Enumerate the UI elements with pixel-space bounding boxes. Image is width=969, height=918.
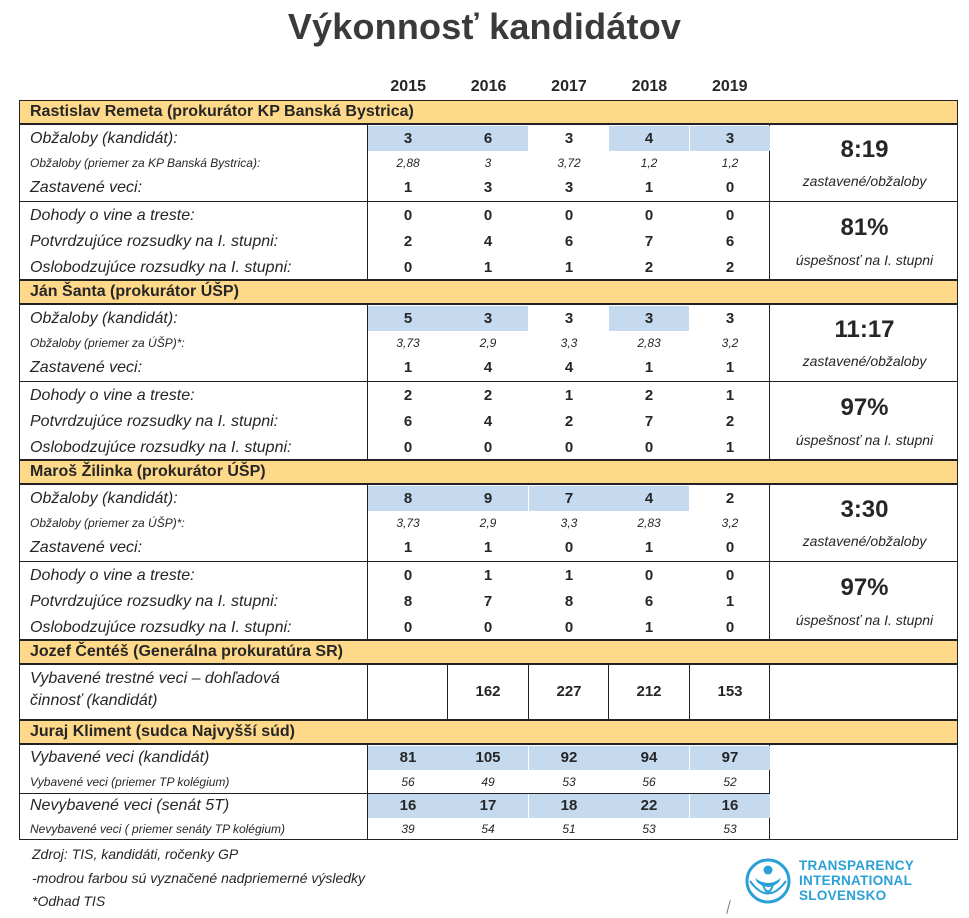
summary-label: zastavené/obžaloby xyxy=(802,533,927,549)
value-cell: 0 xyxy=(644,567,654,584)
value-cell: 18 xyxy=(529,794,609,818)
data-block xyxy=(19,484,958,562)
value-cell: 4 xyxy=(564,359,574,376)
value-cell: 162 xyxy=(475,683,501,700)
value-cell: 3,73 xyxy=(396,336,420,350)
summary-label: úspešnosť na I. stupni xyxy=(795,432,934,448)
value-cell: 1 xyxy=(483,539,493,556)
page-title: Výkonnosť kandidátov xyxy=(287,6,682,47)
value-cell: 3,2 xyxy=(721,516,739,530)
value-cell: 2 xyxy=(644,387,654,404)
value-cell: 2,83 xyxy=(637,336,661,350)
value-cell: 0 xyxy=(403,567,413,584)
value-cell: 6 xyxy=(644,593,654,610)
row-label: Obžaloby (priemer za KP Banská Bystrica): xyxy=(30,156,261,170)
value-cell: 5 xyxy=(368,306,448,331)
value-cell: 0 xyxy=(564,539,574,556)
value-cell: 7 xyxy=(529,486,609,511)
value-cell: 2,9 xyxy=(479,516,497,530)
value-cell: 0 xyxy=(403,619,413,636)
row-divider xyxy=(20,793,769,794)
value-cell: 1 xyxy=(725,387,735,404)
logo-line2: INTERNATIONAL xyxy=(799,873,913,888)
value-cell: 3 xyxy=(484,156,492,170)
value-cell: 7 xyxy=(644,233,654,250)
footnote-estimate: *Odhad TIS xyxy=(32,893,106,909)
value-cell: 6 xyxy=(403,413,413,430)
value-cell: 3,73 xyxy=(396,516,420,530)
value-cell: 16 xyxy=(368,794,448,818)
value-cell: 1 xyxy=(644,359,654,376)
year-header: 2016 xyxy=(470,78,507,95)
value-cell: 1 xyxy=(564,259,574,276)
year-header: 2019 xyxy=(711,78,748,95)
row-label: Nevybavené veci (senát 5T) xyxy=(30,797,230,814)
value-cell: 0 xyxy=(644,439,654,456)
value-cell: 56 xyxy=(401,775,415,789)
value-cell: 1 xyxy=(644,539,654,556)
value-cell: 3 xyxy=(564,130,574,147)
logo-line3: SLOVENSKO xyxy=(799,888,887,903)
summary-value: 11:17 xyxy=(834,316,895,343)
value-cell: 3 xyxy=(725,310,735,327)
value-cell: 1 xyxy=(403,359,413,376)
value-cell: 1 xyxy=(725,593,735,610)
value-cell: 16 xyxy=(690,794,770,818)
value-cell: 3 xyxy=(609,306,689,331)
value-cell: 2 xyxy=(725,413,735,430)
value-cell: 6 xyxy=(564,233,574,250)
row-label: Dohody o vine a treste: xyxy=(30,567,195,584)
value-cell: 0 xyxy=(725,619,735,636)
value-cell: 2 xyxy=(483,387,493,404)
value-cell: 4 xyxy=(483,359,493,376)
value-cell: 54 xyxy=(481,822,495,836)
column-divider xyxy=(528,665,529,719)
value-cell: 1 xyxy=(564,387,574,404)
value-cell: 1 xyxy=(644,179,654,196)
row-label: Vybavené veci (kandidát) xyxy=(30,749,210,766)
data-block xyxy=(19,744,958,840)
value-cell: 3 xyxy=(368,126,448,151)
value-cell: 227 xyxy=(556,683,582,700)
row-label: Obžaloby (kandidát): xyxy=(30,490,178,507)
candidate-header: Juraj Kliment (sudca Najvyšší súd) xyxy=(19,720,958,744)
value-cell: 0 xyxy=(483,619,493,636)
value-cell: 2 xyxy=(564,413,574,430)
row-label: Dohody o vine a treste: xyxy=(30,387,195,404)
value-cell: 51 xyxy=(562,822,576,836)
value-cell: 0 xyxy=(403,439,413,456)
value-cell: 9 xyxy=(448,486,528,511)
value-cell: 8 xyxy=(403,593,413,610)
value-cell: 3 xyxy=(448,306,528,331)
year-header: 2018 xyxy=(631,78,668,95)
row-label: Obžaloby (kandidát): xyxy=(30,310,178,327)
value-cell: 49 xyxy=(481,775,495,789)
footnote-source: Zdroj: TIS, kandidáti, ročenky GP xyxy=(32,846,239,862)
value-cell: 4 xyxy=(609,486,689,511)
value-cell: 1 xyxy=(403,179,413,196)
row-label: Oslobodzujúce rozsudky na I. stupni: xyxy=(30,619,292,636)
decorative-mark xyxy=(726,900,731,914)
summary-label: úspešnosť na I. stupni xyxy=(795,252,934,268)
summary-value: 8:19 xyxy=(840,136,889,163)
row-label: Potvrdzujúce rozsudky na I. stupni: xyxy=(30,413,279,430)
row-label: Zastavené veci: xyxy=(30,179,143,196)
value-cell: 8 xyxy=(368,486,448,511)
summary-value: 3:30 xyxy=(840,496,889,523)
row-label: Vybavené veci (priemer TP kolégium) xyxy=(30,775,230,789)
value-cell: 81 xyxy=(368,746,448,770)
value-cell: 1 xyxy=(725,359,735,376)
row-label: Zastavené veci: xyxy=(30,539,143,556)
value-cell: 7 xyxy=(644,413,654,430)
value-cell: 3,2 xyxy=(721,336,739,350)
value-cell: 53 xyxy=(562,775,576,789)
value-cell: 2,83 xyxy=(637,516,661,530)
value-cell: 0 xyxy=(725,207,735,224)
value-cell: 3,3 xyxy=(560,516,578,530)
summary-value: 97% xyxy=(840,574,889,601)
row-label: Potvrdzujúce rozsudky na I. stupni: xyxy=(30,233,279,250)
row-label: Obžaloby (priemer za ÚŠP)*: xyxy=(30,516,185,530)
value-cell: 4 xyxy=(483,233,493,250)
year-header: 2017 xyxy=(551,78,587,95)
summary-label: zastavené/obžaloby xyxy=(802,353,927,369)
column-divider xyxy=(447,665,448,719)
row-label: Potvrdzujúce rozsudky na I. stupni: xyxy=(30,593,279,610)
value-cell: 7 xyxy=(483,593,493,610)
summary-value: 81% xyxy=(840,214,889,241)
value-cell: 3,3 xyxy=(560,336,578,350)
value-cell: 52 xyxy=(723,775,737,789)
value-cell: 105 xyxy=(448,746,528,770)
value-cell: 0 xyxy=(483,439,493,456)
value-cell: 17 xyxy=(448,794,528,818)
logo-line1: TRANSPARENCY xyxy=(799,858,915,873)
transparency-logo xyxy=(745,858,945,908)
value-cell: 1 xyxy=(564,567,574,584)
value-cell: 1 xyxy=(483,567,493,584)
summary-label: zastavené/obžaloby xyxy=(802,173,927,189)
value-cell: 1 xyxy=(725,439,735,456)
value-cell: 94 xyxy=(609,746,689,770)
value-cell: 2,88 xyxy=(396,156,420,170)
column-divider xyxy=(608,665,609,719)
value-cell: 97 xyxy=(690,746,770,770)
footnote-legend: -modrou farbou sú vyznačené nadpriemerné výsledky xyxy=(32,870,366,886)
value-cell: 0 xyxy=(403,259,413,276)
data-block xyxy=(19,381,958,460)
value-cell: 0 xyxy=(725,567,735,584)
value-cell: 1 xyxy=(644,619,654,636)
value-cell: 4 xyxy=(483,413,493,430)
row-label: Vybavené trestné veci – dohľadová xyxy=(30,670,280,687)
value-cell: 92 xyxy=(529,746,609,770)
value-cell: 1 xyxy=(403,539,413,556)
value-cell: 2 xyxy=(403,233,413,250)
value-cell: 22 xyxy=(609,794,689,818)
value-cell: 53 xyxy=(723,822,737,836)
value-cell: 0 xyxy=(564,619,574,636)
row-label: Dohody o vine a treste: xyxy=(30,207,195,224)
value-cell: 56 xyxy=(642,775,656,789)
data-block xyxy=(19,124,958,202)
value-cell: 1,2 xyxy=(640,156,658,170)
row-label: Nevybavené veci ( priemer senáty TP kolégium) xyxy=(30,822,285,836)
row-label: Obžaloby (priemer za ÚŠP)*: xyxy=(30,336,185,350)
year-header-row xyxy=(368,78,770,100)
value-cell: 6 xyxy=(448,126,528,151)
summary-label: úspešnosť na I. stupni xyxy=(795,612,934,628)
value-cell: 0 xyxy=(725,179,735,196)
column-divider xyxy=(689,665,690,719)
value-cell: 0 xyxy=(403,207,413,224)
candidate-header: Ján Šanta (prokurátor ÚŠP) xyxy=(19,280,958,304)
value-cell xyxy=(368,665,448,719)
value-cell: 3 xyxy=(564,179,574,196)
data-block xyxy=(19,664,958,720)
row-label: Oslobodzujúce rozsudky na I. stupni: xyxy=(30,439,292,456)
candidate-header: Maroš Žilinka (prokurátor ÚŠP) xyxy=(19,460,958,484)
row-label: Obžaloby (kandidát): xyxy=(30,130,178,147)
value-cell: 153 xyxy=(717,683,743,700)
candidate-header: Jozef Čentéš (Generálna prokuratúra SR) xyxy=(19,640,958,664)
transparency-globe-icon xyxy=(745,858,791,904)
summary-value: 97% xyxy=(840,394,889,421)
row-label: Oslobodzujúce rozsudky na I. stupni: xyxy=(30,259,292,276)
data-block xyxy=(19,304,958,382)
value-cell: 39 xyxy=(401,822,415,836)
value-cell: 0 xyxy=(483,207,493,224)
value-cell: 8 xyxy=(564,593,574,610)
value-cell: 2 xyxy=(725,259,735,276)
value-cell: 2,9 xyxy=(479,336,497,350)
value-cell: 2 xyxy=(403,387,413,404)
value-cell: 4 xyxy=(609,126,689,151)
value-cell: 6 xyxy=(725,233,735,250)
data-block xyxy=(19,561,958,640)
value-cell: 3 xyxy=(564,310,574,327)
value-cell: 1,2 xyxy=(721,156,739,170)
year-header: 2015 xyxy=(390,78,426,95)
value-cell: 2 xyxy=(644,259,654,276)
row-label: činnosť (kandidát) xyxy=(30,692,158,709)
value-cell: 3 xyxy=(483,179,493,196)
value-cell: 2 xyxy=(725,490,735,507)
candidate-header: Rastislav Remeta (prokurátor KP Banská Bystrica) xyxy=(19,100,958,124)
value-cell: 212 xyxy=(636,683,662,700)
value-cell: 53 xyxy=(642,822,656,836)
value-cell: 3,72 xyxy=(557,156,581,170)
value-cell: 0 xyxy=(564,207,574,224)
value-cell: 0 xyxy=(644,207,654,224)
value-cell: 0 xyxy=(564,439,574,456)
value-cell: 1 xyxy=(483,259,493,276)
data-block xyxy=(19,201,958,280)
value-cell: 0 xyxy=(725,539,735,556)
value-cell: 3 xyxy=(690,126,770,151)
row-label: Zastavené veci: xyxy=(30,359,143,376)
